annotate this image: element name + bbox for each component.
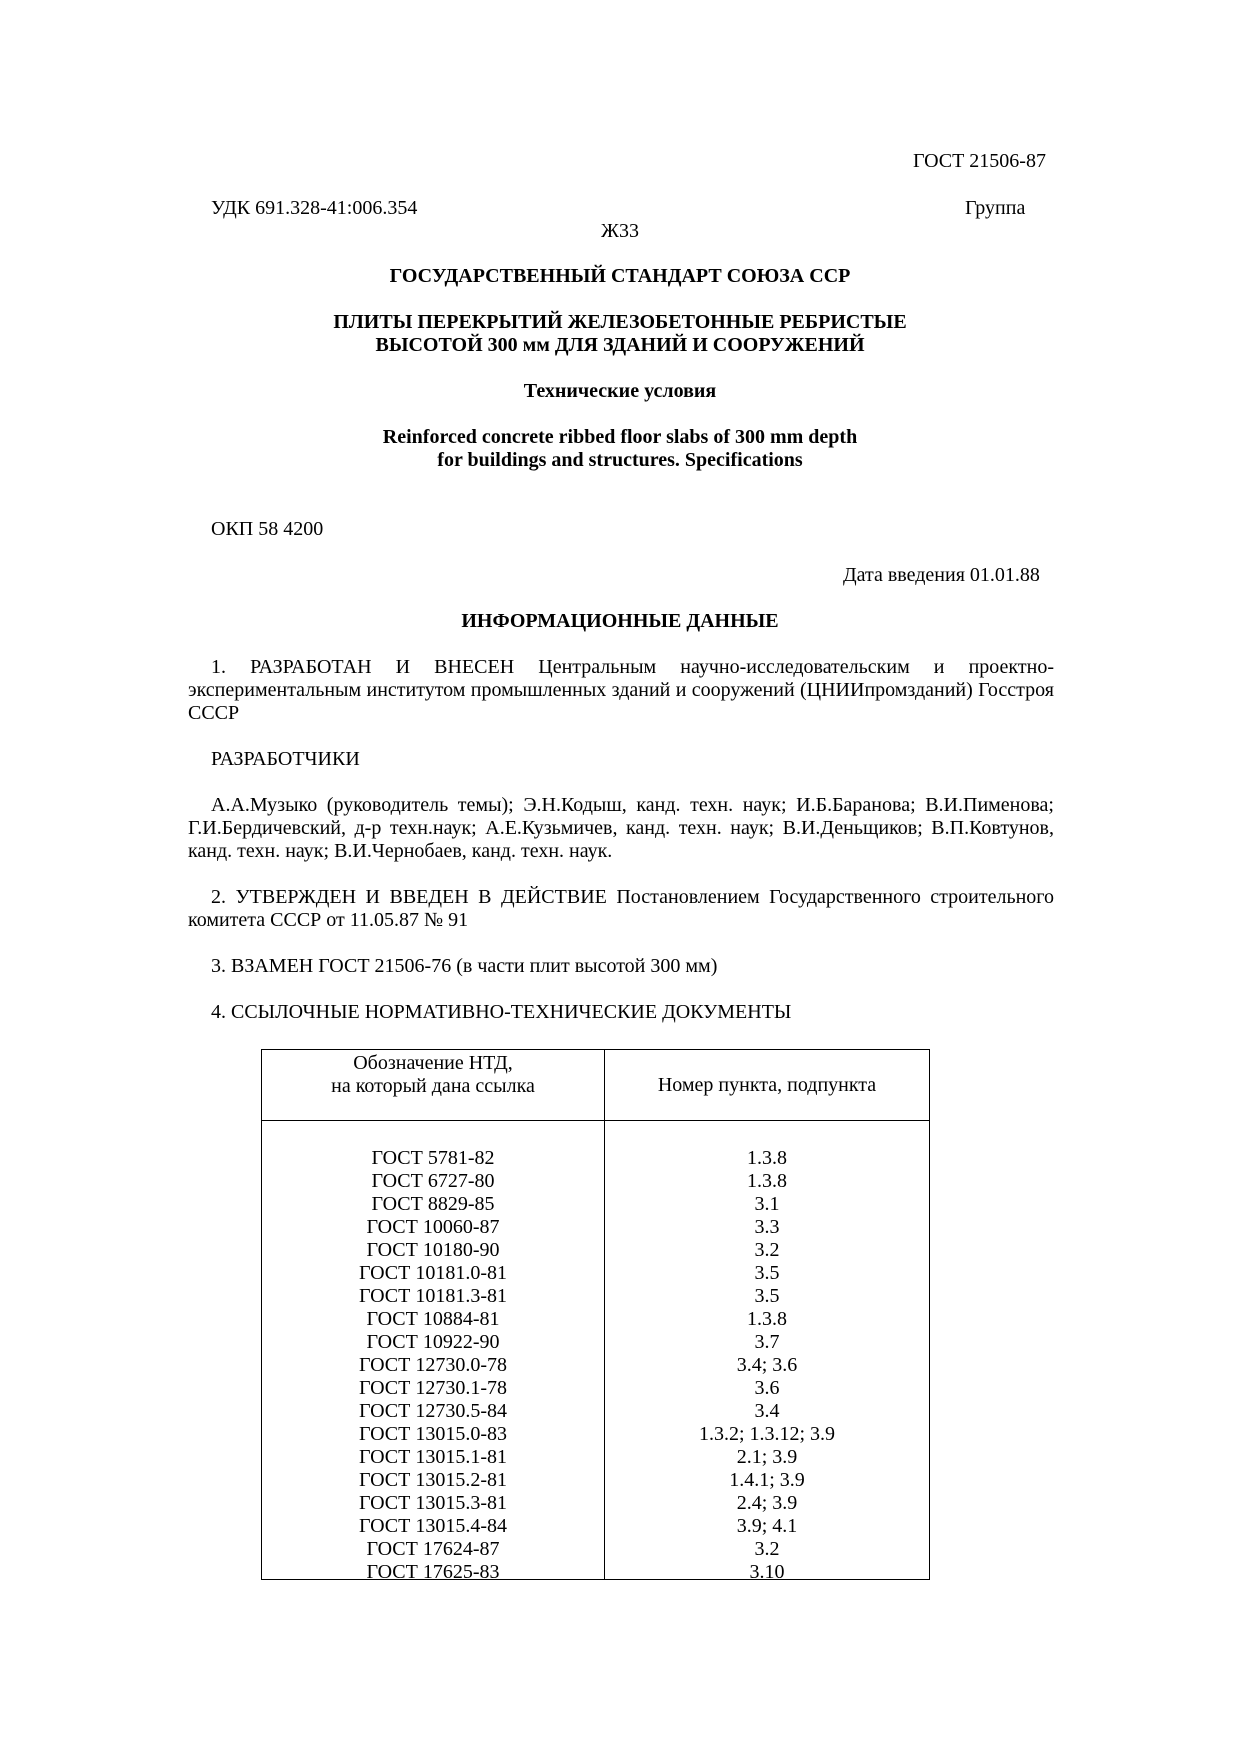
table-cell-item: 3.4; 3.6	[736, 1354, 798, 1376]
table-header-doc	[262, 1052, 604, 1098]
table-cell-doc: ГОСТ 10922-90	[366, 1331, 500, 1353]
group-label: Группа	[965, 197, 1026, 219]
developers-label: РАЗРАБОТЧИКИ	[211, 748, 360, 770]
table-cell-doc: ГОСТ 10180-90	[366, 1239, 500, 1261]
group-code: Ж33	[601, 220, 639, 242]
info-heading: ИНФОРМАЦИОННЫЕ ДАННЫЕ	[461, 610, 779, 632]
reference-table	[261, 1049, 930, 1583]
table-cell-doc: ГОСТ 8829-85	[371, 1193, 495, 1215]
info-paragraph-1: 1. РАЗРАБОТАН И ВНЕСЕН Центральным научно-исследовательским и проектно-экспериментальным институтом промышленных зданий и сооружений (ЦНИИпромзданий) Госстроя СССР	[188, 656, 1054, 724]
udk-code: УДК 691.328-41:006.354	[211, 197, 418, 219]
table-cell-item: 3.3	[754, 1216, 780, 1238]
table-cell-doc: ГОСТ 10884-81	[366, 1308, 500, 1330]
table-cell-item: 1.3.2; 1.3.12; 3.9	[698, 1423, 836, 1445]
table-cell-doc: ГОСТ 10181.3-81	[359, 1285, 507, 1307]
okp-code: ОКП 58 4200	[211, 518, 324, 540]
table-cell-item: 1.4.1; 3.9	[729, 1469, 805, 1491]
table-cell-item: 1.3.8	[747, 1147, 787, 1169]
table-cell-doc: ГОСТ 13015.1-81	[359, 1446, 507, 1468]
table-cell-item: 3.7	[754, 1331, 780, 1353]
table-cell-doc: ГОСТ 12730.1-78	[359, 1377, 507, 1399]
table-cell-item: 2.1; 3.9	[736, 1446, 798, 1468]
table-cell-item: 1.3.8	[747, 1170, 787, 1192]
table-header-item: Номер пункта, подпункта	[657, 1074, 877, 1096]
table-cell-item: 3.9; 4.1	[736, 1515, 798, 1537]
introduction-date: Дата введения 01.01.88	[843, 564, 1040, 586]
info-paragraph-2: 2. УТВЕРЖДЕН И ВВЕДЕН В ДЕЙСТВИЕ Постановлением Государственного строительного комитета СССР от 11.05.87 № 91	[188, 886, 1054, 931]
table-cell-item: 3.4	[754, 1400, 780, 1422]
table-cell-item: 3.2	[754, 1239, 780, 1261]
table-cell-doc: ГОСТ 12730.5-84	[359, 1400, 507, 1422]
info-paragraph-3: 3. ВЗАМЕН ГОСТ 21506-76 (в части плит высотой 300 мм)	[211, 955, 718, 977]
english-title-line-1: Reinforced concrete ribbed floor slabs of 300 mm depth	[382, 426, 858, 448]
table-cell-doc: ГОСТ 6727-80	[371, 1170, 495, 1192]
info-paragraph-4: 4. ССЫЛОЧНЫЕ НОРМАТИВНО-ТЕХНИЧЕСКИЕ ДОКУМЕНТЫ	[211, 1001, 792, 1023]
table-cell-item: 3.2	[754, 1538, 780, 1560]
table-cell-doc: ГОСТ 13015.0-83	[359, 1423, 507, 1445]
table-cell-doc: ГОСТ 17624-87	[366, 1538, 500, 1560]
table-cell-doc: ГОСТ 17625-83	[366, 1561, 500, 1583]
table-cell-item: 3.5	[754, 1262, 780, 1284]
table-cell-item: 2.4; 3.9	[736, 1492, 798, 1514]
document-subtitle: Технические условия	[523, 380, 717, 402]
table-header-doc-line-1: Обозначение НТД,	[353, 1052, 513, 1074]
table-cell-doc: ГОСТ 5781-82	[371, 1147, 495, 1169]
table-doc-column	[262, 1147, 604, 1584]
table-cell-item: 3.6	[754, 1377, 780, 1399]
table-cell-item: 3.10	[749, 1561, 785, 1583]
table-cell-doc: ГОСТ 13015.4-84	[359, 1515, 507, 1537]
table-cell-item: 3.1	[754, 1193, 780, 1215]
table-cell-doc: ГОСТ 13015.3-81	[359, 1492, 507, 1514]
document-title-line-2: ВЫСОТОЙ 300 мм ДЛЯ ЗДАНИЙ И СООРУЖЕНИЙ	[375, 334, 865, 356]
table-cell-doc: ГОСТ 12730.0-78	[359, 1354, 507, 1376]
table-cell-item: 1.3.8	[747, 1308, 787, 1330]
table-cell-item: 3.5	[754, 1285, 780, 1307]
table-cell-doc: ГОСТ 10060-87	[366, 1216, 500, 1238]
table-cell-doc: ГОСТ 13015.2-81	[359, 1469, 507, 1491]
gost-number: ГОСТ 21506-87	[913, 150, 1046, 172]
english-title-line-2: for buildings and structures. Specifications	[437, 449, 803, 471]
document-title-line-1: ПЛИТЫ ПЕРЕКРЫТИЙ ЖЕЛЕЗОБЕТОННЫЕ РЕБРИСТЫЕ	[333, 311, 907, 333]
table-header-divider	[262, 1120, 929, 1121]
standard-title: ГОСУДАРСТВЕННЫЙ СТАНДАРТ СОЮЗА ССР	[389, 265, 851, 287]
table-cell-doc: ГОСТ 10181.0-81	[359, 1262, 507, 1284]
table-item-column	[605, 1147, 929, 1584]
developers-list: А.А.Музыко (руководитель темы); Э.Н.Кодыш, канд. техн. наук; И.Б.Баранова; В.И.Пименова; Г.И.Бердичевский, д-р техн.наук; А.Е.Кузьмичев, канд. техн. наук; В.И.Деньщиков; В.П.Ковтунов, канд. техн. наук; В.И.Чернобаев, канд. техн. наук.	[188, 794, 1054, 862]
table-header-doc-line-2: на который дана ссылка	[331, 1075, 535, 1097]
